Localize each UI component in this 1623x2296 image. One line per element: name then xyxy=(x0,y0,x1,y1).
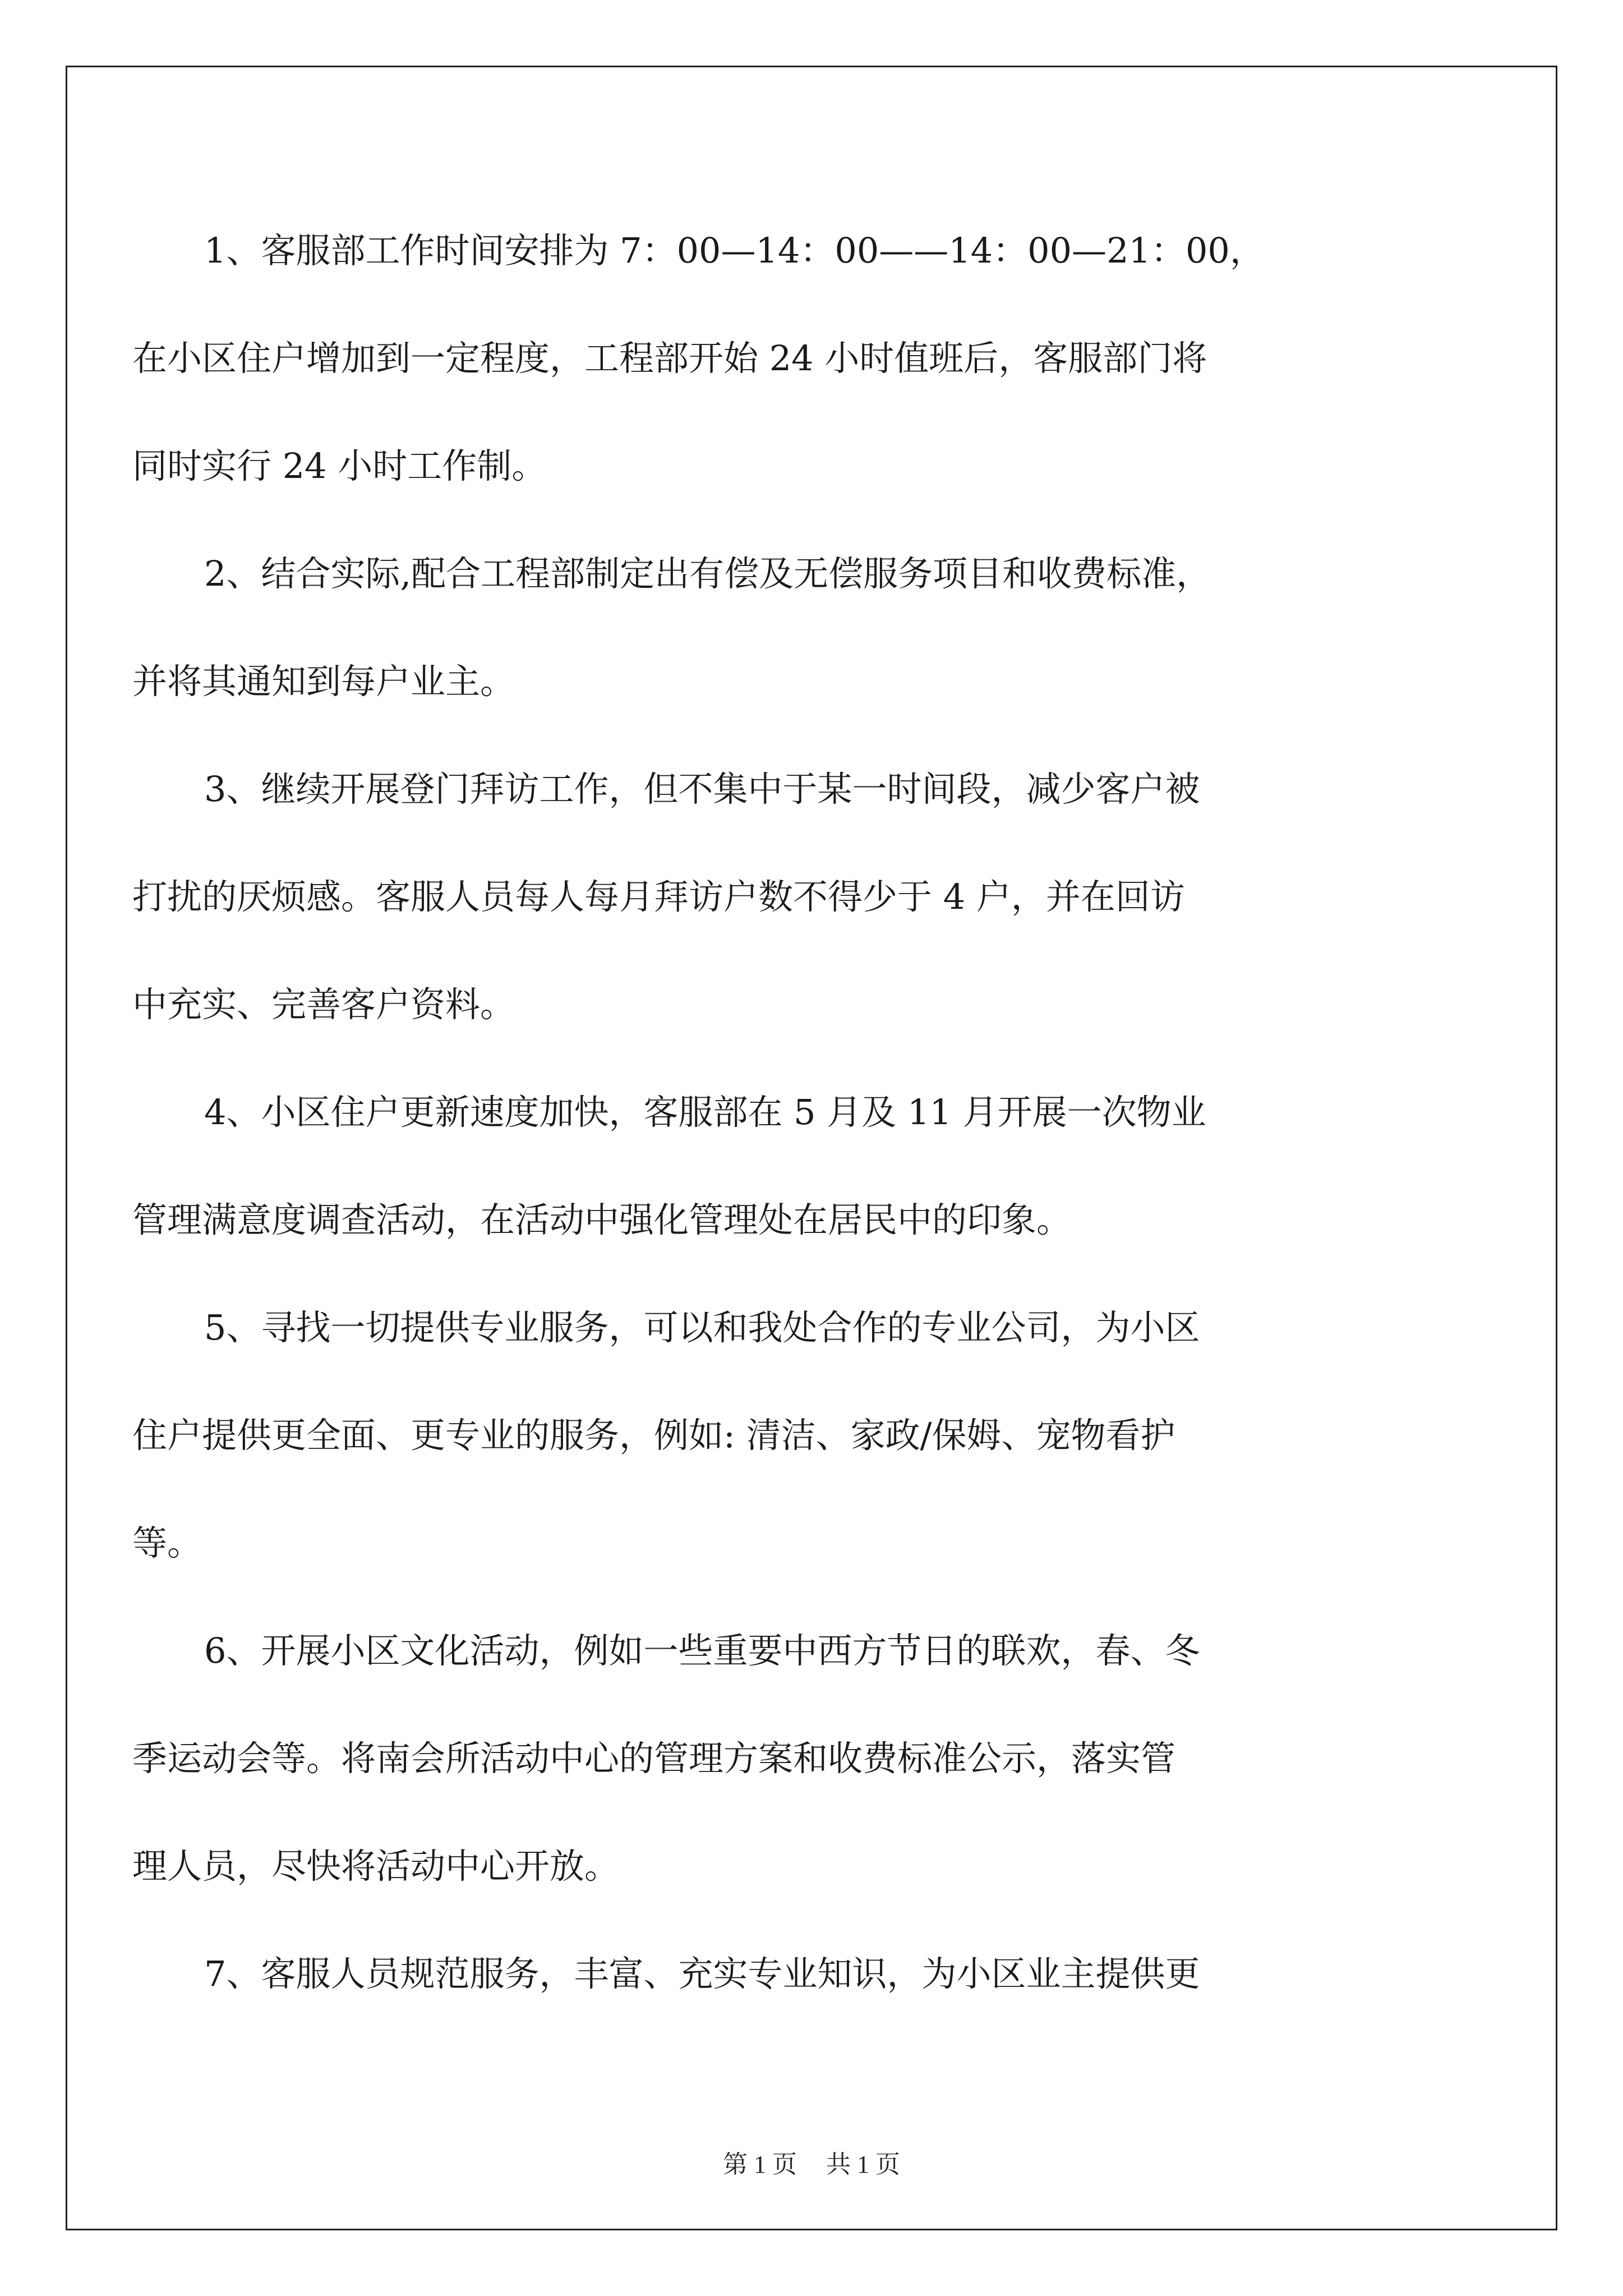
text-line: 同时实行 24 小时工作制。 xyxy=(132,445,547,486)
text-line: 在小区住户增加到一定程度，工程部开始 24 小时值班后，客服部门将 xyxy=(132,338,1207,379)
page-total: 共 1 页 xyxy=(826,2151,900,2178)
text-line: 2、结合实际,配合工程部制定出有偿及无偿服务项目和收费标准， xyxy=(204,553,1211,594)
text-line: 打扰的厌烦感。客服人员每人每月拜访户数不得少于 4 户，并在回访 xyxy=(132,876,1185,917)
text-line: 管理满意度调查活动，在活动中强化管理处在居民中的印象。 xyxy=(132,1199,1072,1240)
text-line: 4、小区住户更新速度加快，客服部在 5 月及 11 月开展一次物业 xyxy=(204,1092,1206,1133)
page-footer xyxy=(0,2150,1623,2180)
text-line: 7、客服人员规范服务，丰富、充实专业知识，为小区业主提供更 xyxy=(204,1953,1200,1994)
text-line: 住户提供更全面、更专业的服务，例如: 清洁、家政/保姆、宠物看护 xyxy=(132,1415,1175,1456)
text-line: 6、开展小区文化活动，例如一些重要中西方节日的联欢，春、冬 xyxy=(204,1630,1200,1671)
text-line: 1、客服部工作时间安排为 7：00—14：00——14：00—21：00， xyxy=(204,230,1265,271)
text-line: 中充实、完善客户资料。 xyxy=(132,984,515,1025)
text-line: 理人员，尽快将活动中心开放。 xyxy=(132,1846,620,1887)
page-number: 第 1 页 xyxy=(723,2151,797,2178)
text-line: 3、继续开展登门拜访工作，但不集中于某一时间段，减少客户被 xyxy=(204,769,1200,809)
text-line: 季运动会等。将南会所活动中心的管理方案和收费标准公示，落实管 xyxy=(132,1738,1176,1779)
text-line: 等。 xyxy=(132,1522,202,1563)
page-border xyxy=(66,66,1557,2230)
text-line: 并将其通知到每户业主。 xyxy=(132,661,515,702)
text-line: 5、寻找一切提供专业服务，可以和我处合作的专业公司，为小区 xyxy=(204,1307,1200,1348)
